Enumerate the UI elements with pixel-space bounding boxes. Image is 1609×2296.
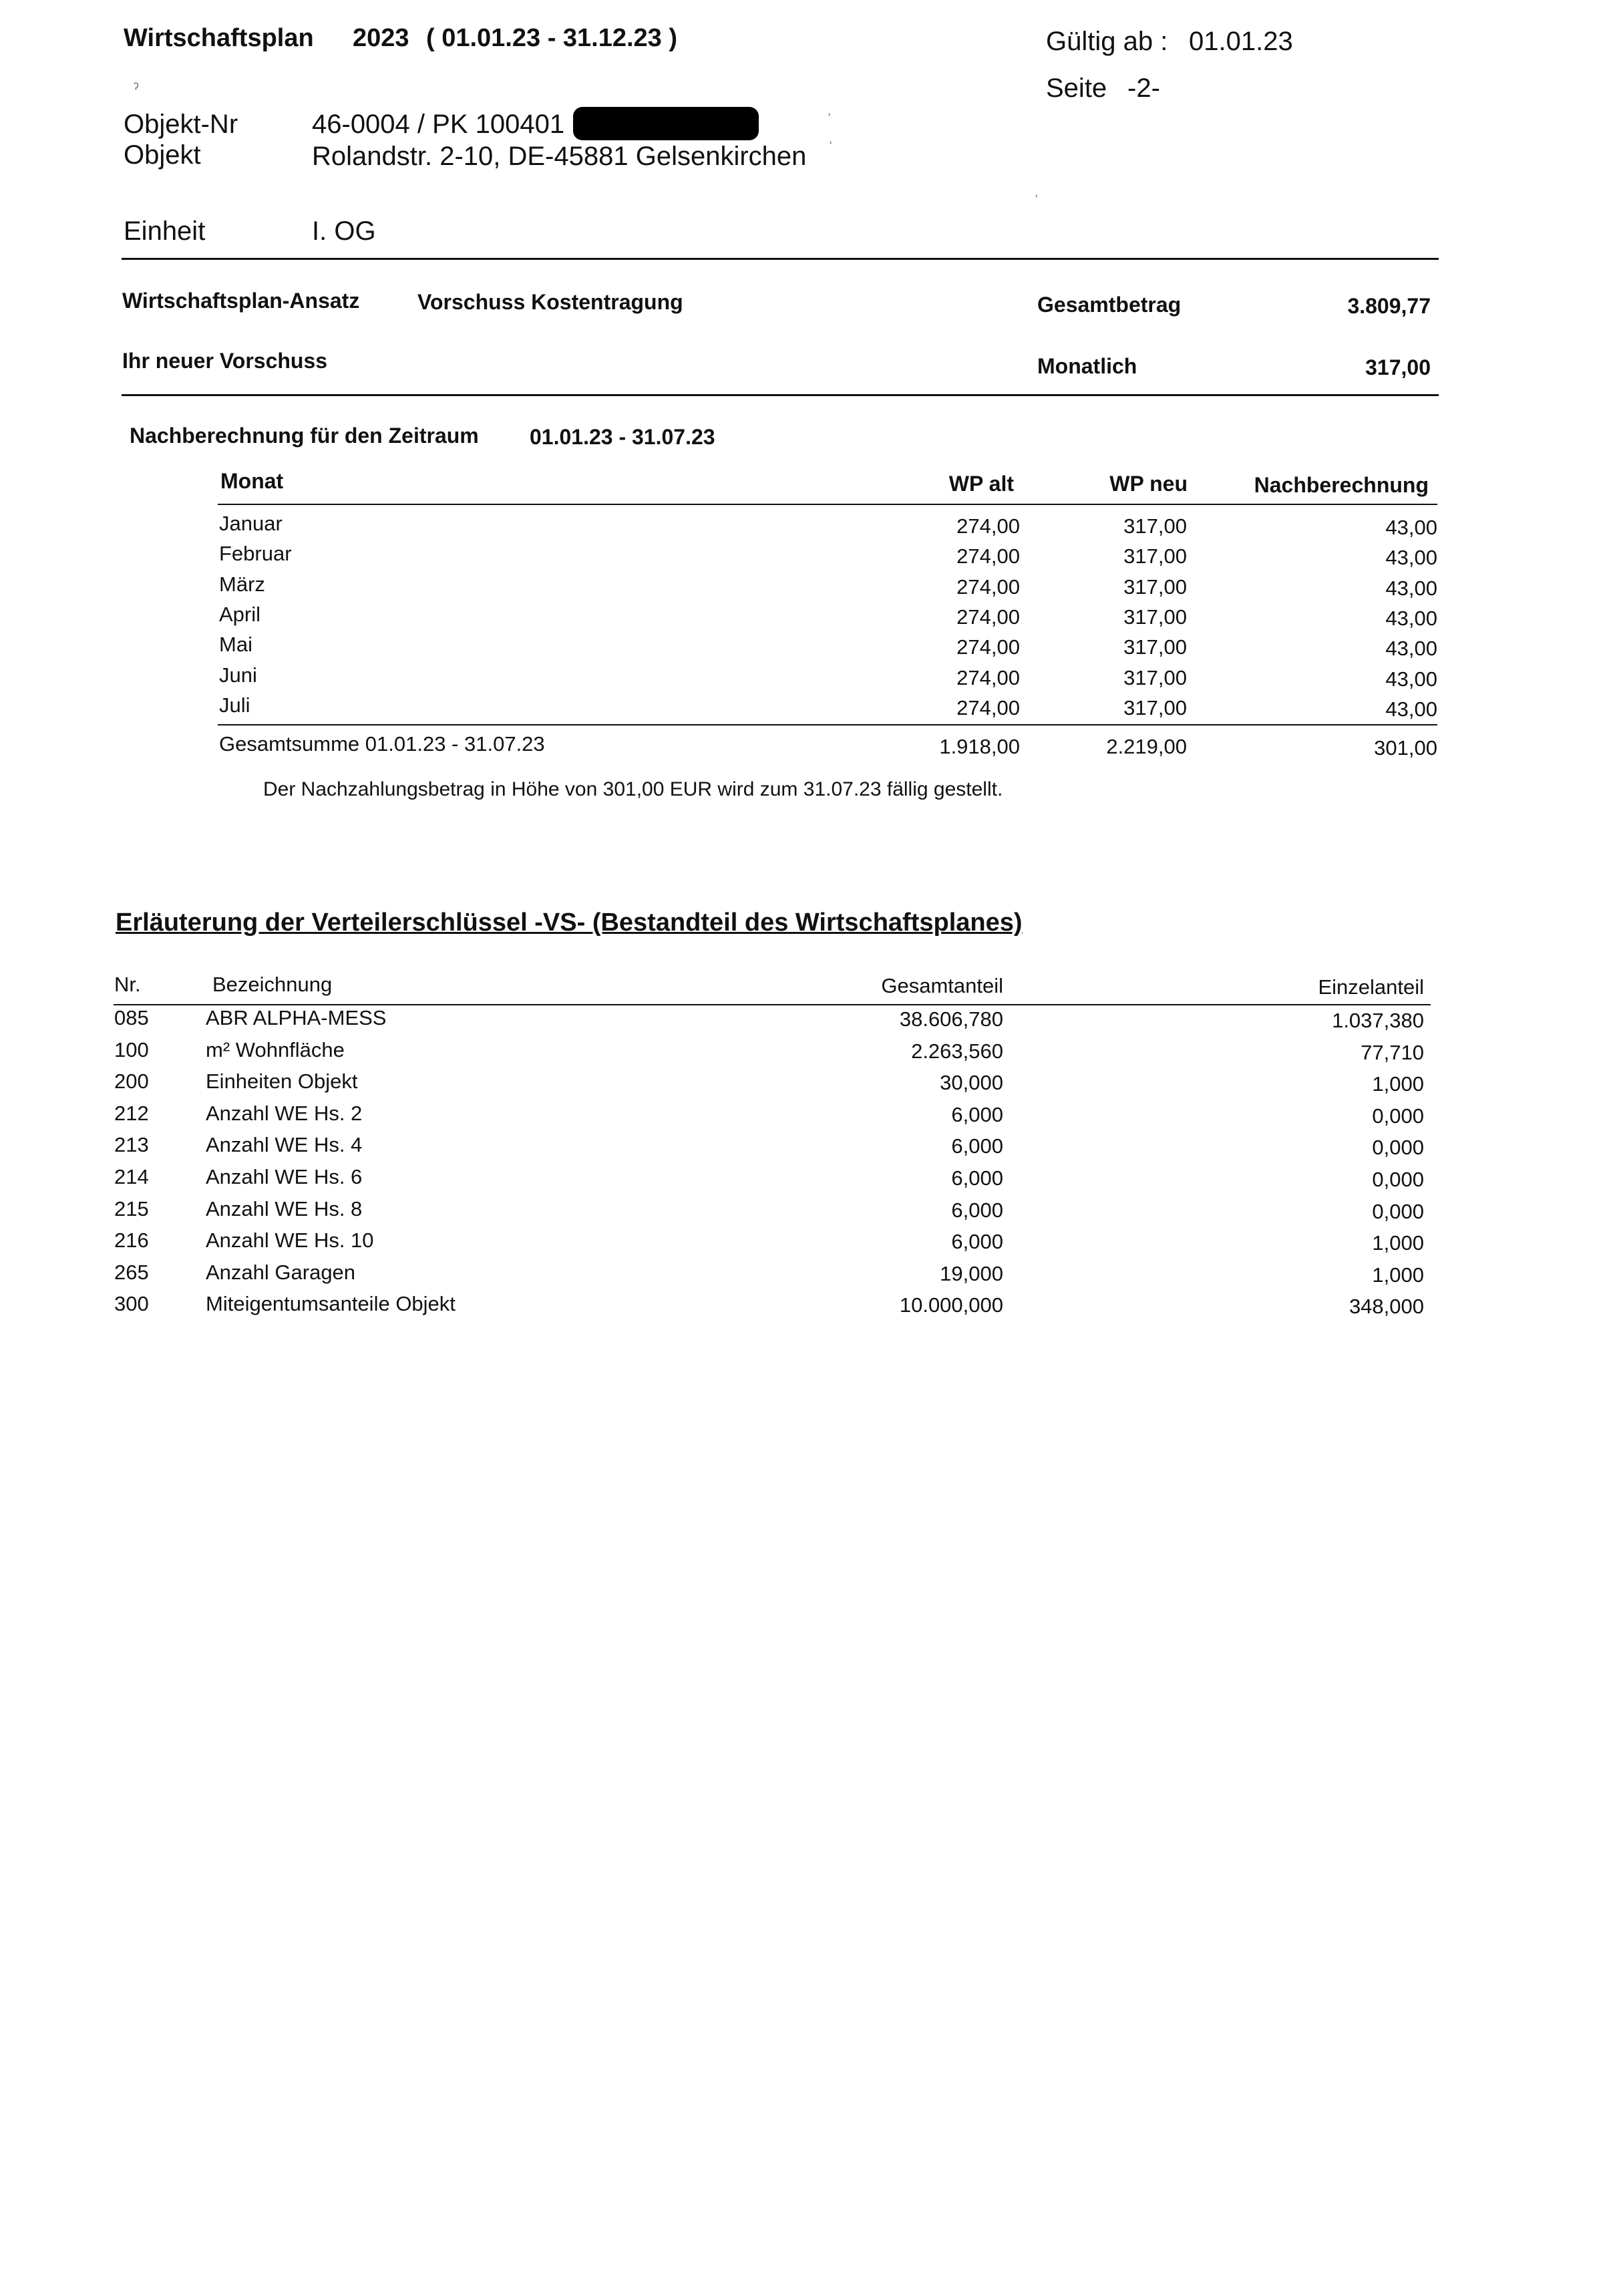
plan-year: 2023 — [353, 24, 409, 52]
table-row — [0, 1197, 1609, 1228]
key-total-share: 6,000 — [951, 1198, 1003, 1222]
key-single-share: 0,000 — [1372, 1199, 1424, 1223]
table-row — [0, 1038, 1609, 1069]
key-single-share: 0,000 — [1372, 1136, 1424, 1160]
column-header-description: Bezeichnung — [212, 973, 333, 996]
table-row — [0, 633, 1609, 663]
object-label: Objekt — [124, 140, 201, 170]
key-number: 085 — [114, 1006, 149, 1029]
key-number: 216 — [114, 1228, 149, 1253]
key-single-share: 1.037,380 — [1332, 1009, 1424, 1032]
total-row-recalc: 301,00 — [1374, 736, 1437, 760]
key-total-share: 19,000 — [940, 1261, 1003, 1285]
total-amount-value: 3.809,77 — [1347, 294, 1431, 318]
table-row — [0, 1261, 1609, 1291]
page-label: Seite — [1046, 73, 1107, 103]
table-row — [0, 1228, 1609, 1259]
wp-old-value: 274,00 — [956, 605, 1020, 629]
key-description: Anzahl WE Hs. 4 — [206, 1133, 363, 1157]
wp-old-value: 274,00 — [956, 635, 1020, 659]
month-name: Juni — [219, 663, 257, 687]
key-total-share: 6,000 — [951, 1230, 1003, 1254]
total-row-wp-old: 1.918,00 — [939, 735, 1020, 758]
wp-old-value: 274,00 — [956, 514, 1020, 538]
distribution-keys-title: Erläuterung der Verteilerschlüssel -VS- (Bestandteil des Wirtschaftsplanes) — [116, 909, 1023, 937]
table-row — [0, 512, 1609, 542]
keys-header-line — [114, 1004, 1431, 1005]
new-advance-label: Ihr neuer Vorschuss — [122, 349, 328, 373]
column-header-total-share: Gesamtanteil — [881, 974, 1003, 997]
table-row — [0, 1133, 1609, 1164]
key-single-share: 0,000 — [1372, 1104, 1424, 1128]
wp-new-value: 317,00 — [1123, 665, 1187, 689]
total-amount-label: Gesamtbetrag — [1037, 293, 1182, 317]
table-row — [0, 1165, 1609, 1196]
object-nr-value: 46-0004 / PK 100401 — [312, 110, 565, 139]
table-row — [0, 1070, 1609, 1100]
table-row — [0, 693, 1609, 724]
key-number: 300 — [114, 1292, 149, 1316]
key-number: 265 — [114, 1260, 149, 1284]
key-single-share: 77,710 — [1361, 1040, 1424, 1064]
key-single-share: 1,000 — [1372, 1231, 1424, 1255]
column-header-wp-new: WP neu — [1109, 472, 1188, 496]
unit-value: I. OG — [312, 216, 376, 246]
key-total-share: 2.263,560 — [911, 1039, 1003, 1063]
key-single-share: 1,000 — [1372, 1072, 1424, 1096]
monthly-value: 317,00 — [1365, 355, 1431, 379]
column-header-month: Monat — [220, 469, 284, 493]
key-total-share: 10.000,000 — [899, 1293, 1003, 1317]
wp-new-value: 317,00 — [1123, 575, 1187, 599]
key-description: Miteigentumsanteile Objekt — [206, 1292, 456, 1316]
total-row-label: Gesamtsumme 01.01.23 - 31.07.23 — [219, 732, 545, 756]
scan-speck: ʾ — [1034, 192, 1039, 209]
month-name: Juli — [219, 693, 250, 717]
recalc-value: 43,00 — [1385, 576, 1437, 600]
table-row — [0, 1102, 1609, 1132]
month-name: April — [219, 602, 261, 626]
table-row — [0, 572, 1609, 603]
column-header-single-share: Einzelanteil — [1318, 975, 1424, 999]
monthly-label: Monatlich — [1037, 354, 1137, 378]
table-row — [0, 1006, 1609, 1037]
valid-from-date: 01.01.23 — [1189, 27, 1293, 56]
divider-line — [122, 258, 1439, 260]
key-total-share: 30,000 — [940, 1071, 1003, 1095]
wp-new-value: 317,00 — [1123, 635, 1187, 659]
recalc-value: 43,00 — [1385, 546, 1437, 570]
month-name: März — [219, 572, 265, 596]
recalc-period-label: Nachberechnung für den Zeitraum — [130, 424, 479, 448]
key-total-share: 38.606,780 — [899, 1007, 1003, 1031]
table-row — [0, 1292, 1609, 1323]
wp-old-value: 274,00 — [956, 695, 1020, 719]
table-row — [0, 542, 1609, 572]
page-number: -2- — [1127, 73, 1160, 103]
payment-note: Der Nachzahlungsbetrag in Höhe von 301,00 EUR wird zum 31.07.23 fällig gestellt. — [263, 778, 1003, 800]
plan-ansatz-value: Vorschuss Kostentragung — [417, 290, 683, 314]
table-row — [0, 663, 1609, 694]
month-name: Februar — [219, 542, 292, 566]
key-description: Anzahl Garagen — [206, 1260, 356, 1284]
key-total-share: 6,000 — [951, 1102, 1003, 1126]
divider-line — [122, 394, 1439, 396]
key-description: Anzahl WE Hs. 10 — [206, 1228, 374, 1253]
key-description: Anzahl WE Hs. 6 — [206, 1165, 363, 1188]
scan-speck: ʾ — [827, 111, 832, 128]
recalc-value: 43,00 — [1385, 606, 1437, 630]
wp-new-value: 317,00 — [1123, 605, 1187, 629]
wp-old-value: 274,00 — [956, 665, 1020, 689]
scan-speck: ʿ — [828, 139, 834, 156]
recalc-value: 43,00 — [1385, 697, 1437, 721]
month-name: Mai — [219, 633, 252, 657]
object-address: Rolandstr. 2-10, DE-45881 Gelsenkirchen — [312, 142, 807, 171]
total-row-wp-new: 2.219,00 — [1106, 735, 1187, 758]
column-header-nr: Nr. — [114, 973, 141, 996]
key-number: 100 — [114, 1037, 149, 1061]
key-total-share: 6,000 — [951, 1134, 1003, 1158]
plan-ansatz-label: Wirtschaftsplan-Ansatz — [122, 289, 360, 313]
wp-new-value: 317,00 — [1123, 514, 1187, 538]
recalc-value: 43,00 — [1385, 516, 1437, 539]
recalc-period-value: 01.01.23 - 31.07.23 — [530, 425, 715, 449]
table-row — [0, 603, 1609, 633]
month-name: Januar — [219, 512, 283, 535]
unit-label: Einheit — [124, 216, 206, 246]
key-total-share: 6,000 — [951, 1166, 1003, 1190]
key-single-share: 348,000 — [1349, 1295, 1424, 1319]
key-description: Einheiten Objekt — [206, 1070, 358, 1094]
table-total-line — [218, 724, 1437, 725]
key-number: 214 — [114, 1165, 149, 1188]
doc-title: Wirtschaftsplan — [124, 24, 314, 52]
wp-old-value: 274,00 — [956, 544, 1020, 568]
key-description: Anzahl WE Hs. 2 — [206, 1101, 363, 1125]
valid-from-label: Gültig ab : — [1046, 27, 1168, 56]
object-nr-label: Objekt-Nr — [124, 110, 238, 139]
scan-speck: ˀ — [134, 80, 139, 97]
key-single-share: 1,000 — [1372, 1263, 1424, 1287]
column-header-wp-old: WP alt — [948, 472, 1014, 496]
key-number: 212 — [114, 1101, 149, 1125]
wp-new-value: 317,00 — [1123, 695, 1187, 719]
key-number: 213 — [114, 1133, 149, 1157]
key-description: ABR ALPHA-MESS — [206, 1006, 387, 1029]
wp-new-value: 317,00 — [1123, 544, 1187, 568]
recalc-value: 43,00 — [1385, 667, 1437, 691]
redaction-bar — [573, 107, 759, 140]
wp-old-value: 274,00 — [956, 575, 1020, 599]
recalc-value: 43,00 — [1385, 637, 1437, 661]
key-description: Anzahl WE Hs. 8 — [206, 1196, 363, 1220]
column-header-recalc: Nachberechnung — [1254, 473, 1429, 497]
key-number: 215 — [114, 1196, 149, 1220]
table-header-line — [218, 504, 1437, 505]
key-number: 200 — [114, 1070, 149, 1094]
key-description: m² Wohnfläche — [206, 1037, 345, 1061]
plan-period: ( 01.01.23 - 31.12.23 ) — [426, 24, 678, 52]
key-single-share: 0,000 — [1372, 1168, 1424, 1191]
